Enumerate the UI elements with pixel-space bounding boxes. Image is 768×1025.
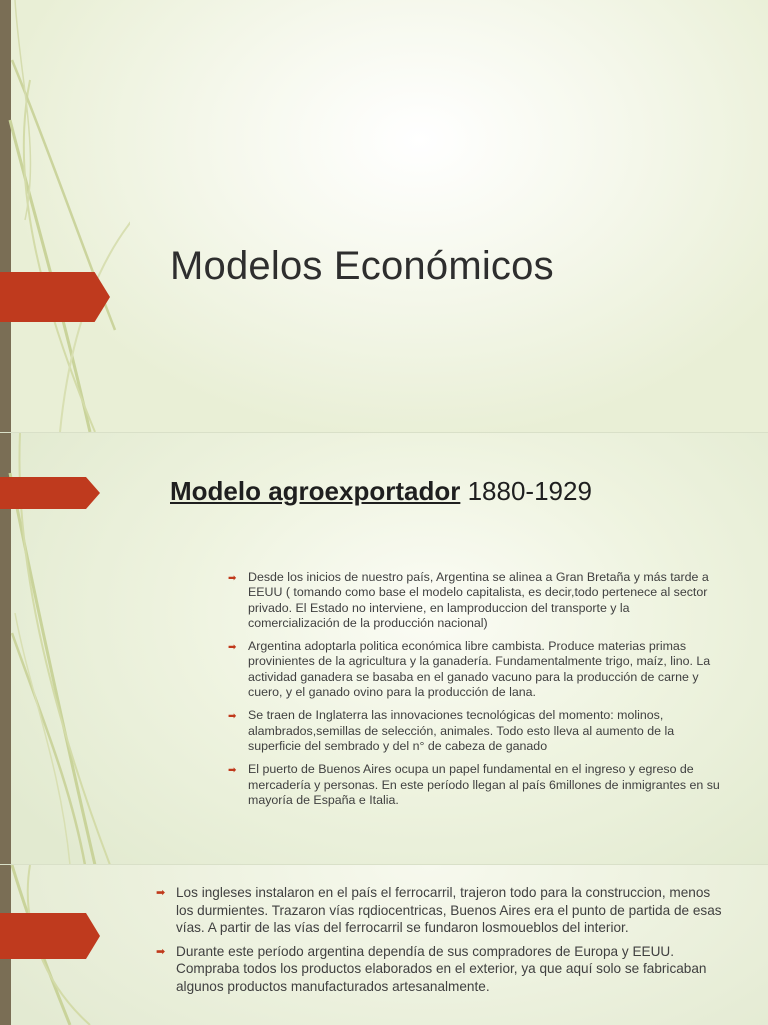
slide-title-text: Modelos Económicos xyxy=(170,244,554,288)
arrow-bullet-icon: ➡ xyxy=(228,642,237,654)
arrow-bullet-icon: ➡ xyxy=(228,573,237,584)
arrow-tab xyxy=(0,272,110,322)
list-item xyxy=(228,570,723,631)
list-item-text: Desde los inicios de nuestro país, Argentina se alinea a Gran Bretaña y más tarde a EEUU ( tomando como base el modelo capitalista, es decir,todo pertenece al sector privado. El Estado no interviene, en lamproduccion del transporte y la comercialización de la producción nacional) xyxy=(248,570,709,630)
list-item-text: Se traen de Inglaterra las innovaciones tecnológicas del momento: molinos, alambrados,semillas de selección, animales. Todo esto lleva al aumento de la superficie del sembrado y del n° de cabeza de ganado xyxy=(248,708,675,753)
list-item-text: Argentina adoptarla politica económica libre cambista. Produce materias primas provinientes de la agricultura y la ganadería. Fundamentalmente trigo, maíz, lino. La actividad ganadera se basaba en el ganado vacuno para la producción de carne y cuero, y el ganado ovino para la producción de lana. xyxy=(248,639,711,700)
list-item-text: El puerto de Buenos Aires ocupa un papel fundamental en el ingreso y egreso de mercadería y personas. En este período llegan al país 6millones de inmigrantes en su mayoría de España e Italia. xyxy=(248,762,720,807)
arrow-tab xyxy=(0,477,100,509)
arrow-bullet-icon: ➡ xyxy=(156,887,166,899)
list-item xyxy=(228,708,723,754)
list-item xyxy=(156,943,726,996)
bullet-list xyxy=(228,570,723,816)
list-item xyxy=(228,639,723,700)
heading-main: Modelo agroexportador xyxy=(170,476,461,506)
arrow-tab xyxy=(0,913,100,959)
slide-title xyxy=(0,0,768,432)
list-item xyxy=(156,884,726,937)
arrow-bullet-icon: ➡ xyxy=(156,945,166,958)
arrow-bullet-icon: ➡ xyxy=(228,711,237,723)
list-item xyxy=(228,762,723,808)
heading-years: 1880-1929 xyxy=(467,476,592,506)
bullet-list xyxy=(156,884,726,1002)
vine-decoration xyxy=(0,0,130,432)
arrow-bullet-icon: ➡ xyxy=(228,765,237,777)
list-item-text: Los ingleses instalaron en el país el ferrocarril, trajeron todo para la construccion, menos los durmientes. Trazaron vías rqdiocentricas, Buenos Aires era el punto de partida de esas vías. A partir de las vías del ferrocarril se fundaron losmoueblos del interior. xyxy=(176,885,722,936)
list-item-text: Durante este período argentina dependía de sus compradores de Europa y EEUU. Compraba todos los productos elaborados en el exterior, ya que aquí solo se fabricaban algunos productos manufacturados artesanalmente. xyxy=(176,943,707,994)
slide-heading xyxy=(170,476,592,507)
